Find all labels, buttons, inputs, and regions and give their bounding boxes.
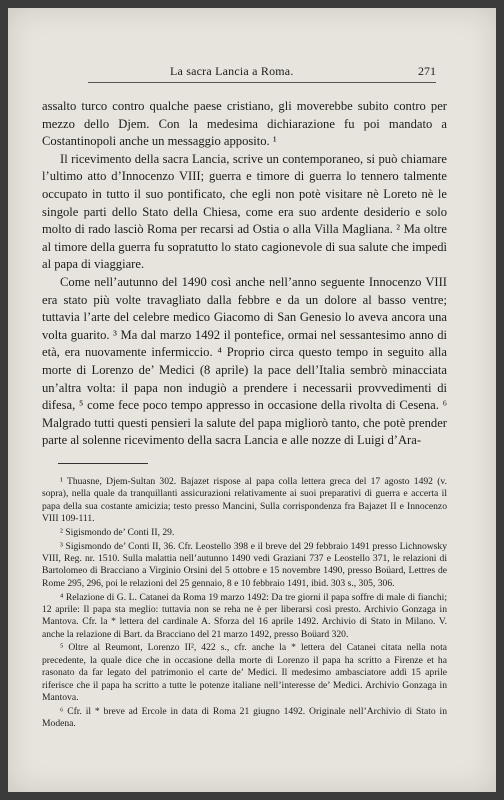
- running-header: [88, 64, 436, 83]
- page-number: 271: [418, 64, 436, 78]
- footnotes: [42, 476, 447, 732]
- paragraph: Come nell’autunno del 1490 così anche nell’anno seguente Innocenzo VIII era stato più volte travagliato dalla febbre e da un dolore al basso ventre; tuttavia l’arte del celebre medico Giacomo di San Genesio lo aveva ancora una volta guarito. ³ Ma dal marzo 1492 il pontefice, ormai nel sessantesimo anno di età, era nuovamente infermiccio. ⁴ Proprio circa questo tempo in seguito alla morte di Lorenzo de’ Medici (8 aprile) la pace dell’Italia sembrò minacciata un’altra volta: il papa non indugiò a prendere i necessarii provvedimenti di difesa, ⁵ come fece poco tempo appresso in occasione della rivolta di Cesena. ⁶ Malgrado tutti questi pensieri la salute del papa migliorò tanto, che potè prender parte al solenne ricevimento della sacra Lancia e alle nozze di Luigi d’Ara-: [42, 274, 447, 448]
- paragraph: Il ricevimento della sacra Lancia, scrive un contemporaneo, si può chiamare l’ultimo atto d’Innocenzo VIII; guerra e timore di guerra lo tennero talmente occupato in tutto il suo pontificato, che egli non potè visitare nè Loreto nè le singole parti dello Stato della Chiesa, come era suo ardente desiderio e solo molto di rado lasciò Roma per recarsi ad Ostia o alla Villa Magliana. ² Ma oltre al timore della guerra fu sopratutto lo stato cagionevole di sua salute che impedì al papa di viaggiare.: [42, 151, 447, 272]
- footnote: ⁶ Cfr. il * breve ad Ercole in data di Roma 21 giugno 1492. Originale nell’Archivio di Stato in Modena.: [42, 705, 447, 730]
- book-page: [8, 8, 496, 792]
- footnote: ¹ Thuasne, Djem-Sultan 302. Bajazet rispose al papa colla lettera greca del 17 agosto 1492 (v. sopra), nella quale da tranquillanti assicurazioni relativamente ai suoi preparativi di guerra e accerta il papa della sua costante amicizia; testo presso Mancini, Sulla corrispondenza fra Bajazet II e Innocenzo VIII 109-111.: [42, 476, 447, 525]
- footnote: ² Sigismondo de’ Conti II, 29.: [60, 526, 175, 538]
- footnote: ⁵ Oltre al Reumont, Lorenzo II², 422 s., cfr. anche la * lettera del Catanei citata nella nota precedente, la quale dice che in occasione della morte di Lorenzo il papa ha scritto a Firenze et ha rasonato da far legato del patrimonio el carte de’ Medici. Il medesimo ambasciatore addì 15 aprile riferisce che il papa ha scritto a tutte le potenze italiane nell’interesse de’ Medici. Archivio Gonzaga in Mantova.: [42, 642, 447, 703]
- paragraph: assalto turco contro qualche paese cristiano, gli moverebbe subito contro per mezzo dello Djem. Con la medesima dichiarazione fu poi mandato a Costantinopoli anche un messaggio apposito. ¹: [42, 99, 447, 149]
- main-text: [42, 98, 447, 450]
- footnote: ³ Sigismondo de’ Conti II, 36. Cfr. Leostello 398 e il breve del 29 febbraio 1491 presso Lichnowsky VIII, Reg. nr. 1510. Sulla malattia nell’autunno 1490 vedi Graziani 737 e Leostello 371, le relazioni di Bartolomeo di Bracciano a Virginio Orsini del 5 ottobre e 15 novembre 1490, presso Boüard, Lettres de Rome 295, 296, poi le relazioni del 25 gennaio, 8 e 10 febbraio 1491, ibid. 303 s., 305, 306.: [42, 540, 447, 589]
- footnote: ⁴ Relazione di G. L. Catanei da Roma 19 marzo 1492: Da tre giorni il papa soffre di male di fianchi; 12 aprile: Il papa sta meglio: tuttavia non se reha ne è per liberarsi così presto. Archivio Gonzaga in Mantova. Cfr. la * lettera del cardinale A. Sforza del 16 aprile 1492. Archivio di Stato in Milano. V. anche la relazione di Bart. da Bracciano del 21 marzo 1492, presso Boüard 320.: [42, 591, 447, 640]
- footnote-separator: [58, 463, 148, 464]
- running-title: La sacra Lancia a Roma.: [170, 64, 294, 78]
